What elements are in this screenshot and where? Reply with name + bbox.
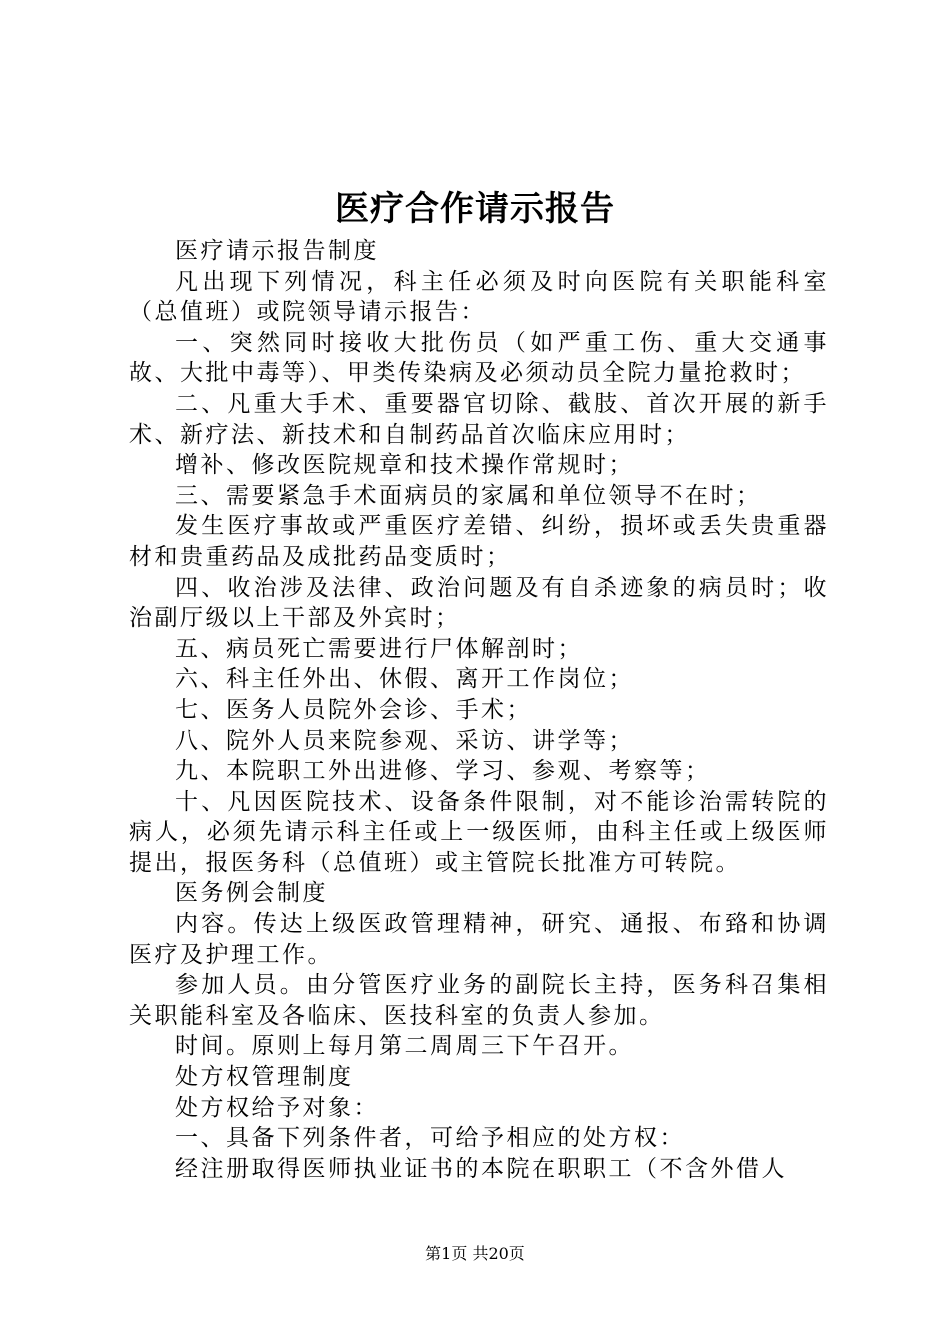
page-number: 第1页 共20页 [425,1244,525,1263]
paragraph: 一、突然同时接收大批伤员（如严重工伤、重大交通事故、大批中毒等）、甲类传染病及必须动员全院力量抢救时； [129,329,829,387]
paragraph: 七、医务人员院外会诊、手术； [175,696,532,723]
paragraph: 八、院外人员来院参观、采访、讲学等； [175,727,634,754]
paragraph: 四、收治涉及法律、政治问题及有自杀迹象的病员时；收治副厅级以上干部及外宾时； [129,574,829,632]
paragraph: 增补、修改医院规章和技术操作常规时； [175,452,634,479]
paragraph: 六、科主任外出、休假、离开工作岗位； [175,666,634,693]
document-body [129,236,829,1184]
paragraph: 处方权管理制度 [175,1064,354,1091]
paragraph: 一、具备下列条件者，可给予相应的处方权： [175,1125,685,1152]
paragraph: 经注册取得医师执业证书的本院在职职工（不含外借人 [175,1155,787,1182]
document-title: 医疗合作请示报告 [335,189,615,229]
paragraph: 发生医疗事故或严重医疗差错、纠纷，损坏或丢失贵重器材和贵重药品及成批药品变质时； [129,513,829,570]
paragraph: 处方权给予对象： [175,1094,379,1121]
paragraph: 时间。原则上每月第二周周三下午召开。 [175,1033,634,1060]
paragraph: 医务例会制度 [175,880,328,907]
paragraph: 九、本院职工外出进修、学习、参观、考察等； [175,758,711,785]
paragraph: 二、凡重大手术、重要器官切除、截肢、首次开展的新手术、新疗法、新技术和自制药品首次临床应用时； [129,390,829,448]
paragraph: 三、需要紧急手术面病员的家属和单位领导不在时； [175,482,762,509]
paragraph: 十、凡因医院技术、设备条件限制，对不能诊治需转院的病人，必须先请示科主任或上一级医师，由科主任或上级医师提出，报医务科（总值班）或主管院长批准方可转院。 [129,788,829,876]
paragraph: 内容。传达上级医政管理精神，研究、通报、布臵和协调医疗及护理工作。 [129,911,829,968]
paragraph: 凡出现下列情况，科主任必须及时向医院有关职能科室（总值班）或院领导请示报告： [129,268,829,326]
paragraph: 参加人员。由分管医疗业务的副院长主持，医务科召集相关职能科室及各临床、医技科室的负责人参加。 [129,972,829,1029]
paragraph: 医疗请示报告制度 [175,238,379,264]
paragraph: 五、病员死亡需要进行尸体解剖时； [175,635,583,662]
